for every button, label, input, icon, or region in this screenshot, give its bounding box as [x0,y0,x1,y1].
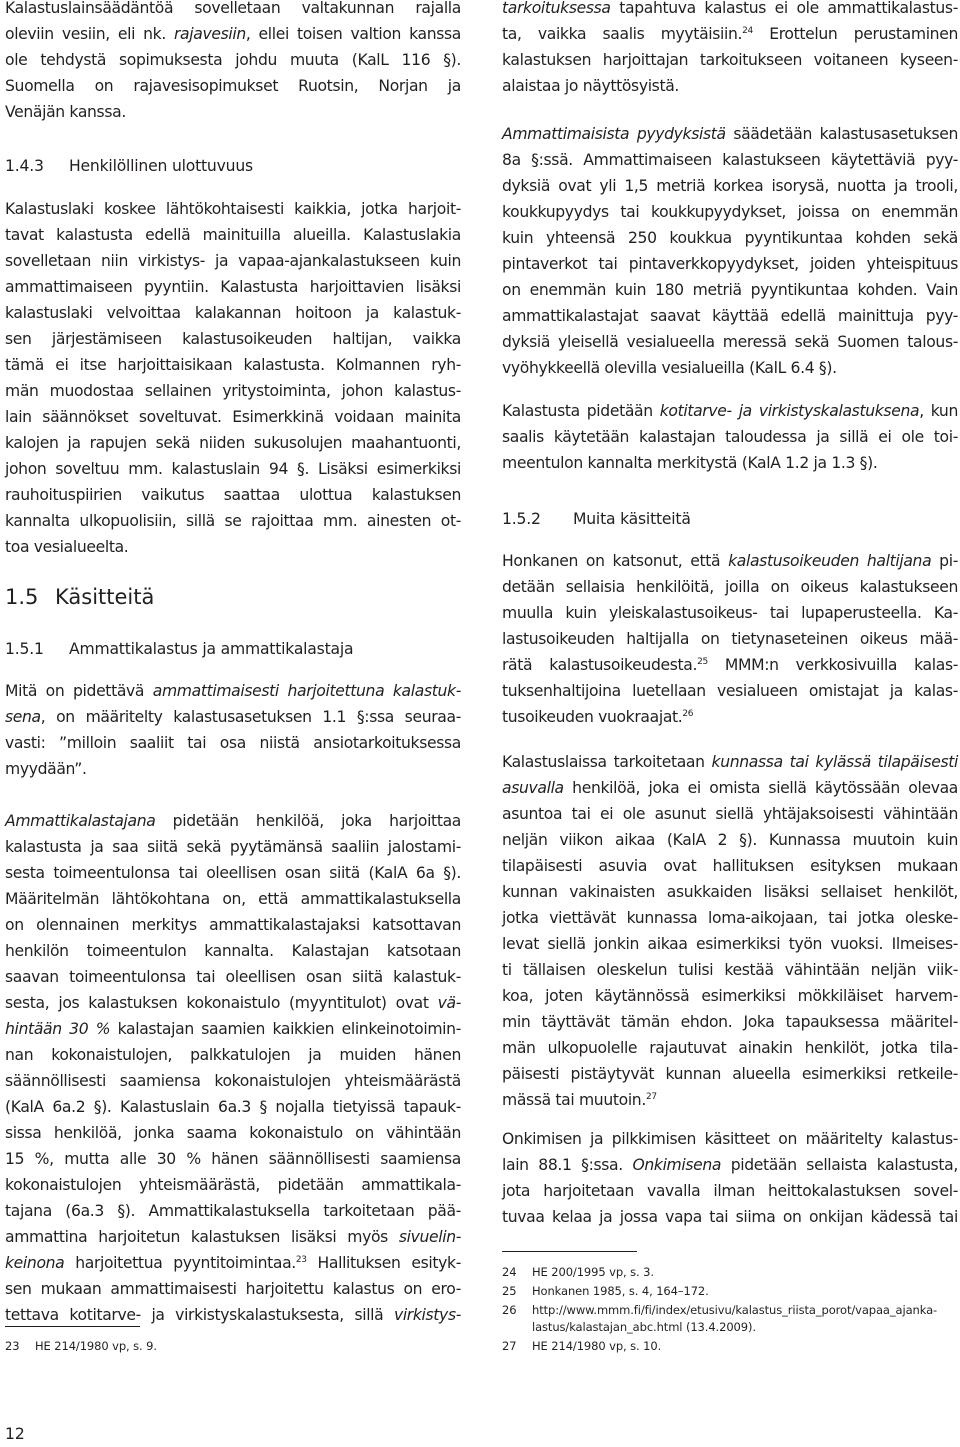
gear-paragraph [502,121,958,381]
section-number: 1.4.3 [5,157,44,175]
section-number: 1.5 [5,585,39,609]
footnote-ref: 23 [295,1255,307,1265]
continuation-paragraph [502,0,958,99]
text-line: ole tehdystä sopimuksesta johdu muuta (KalL 116 §). [5,51,461,69]
italic-term: tarkoituksessa [502,0,611,17]
footnote-divider [502,1251,637,1252]
intro-paragraph [5,0,461,125]
text-line: kannalta ulkopuolisiin, sillä se rajoittaa mm. ainesten ot- [5,512,461,530]
italic-term: Ammattikalastajana [5,812,156,830]
text-line: asuntoa tai ei ole asunut siellä yhtäjaksoisesti vähintään [502,805,958,823]
text-line: sovelletaan niin virkistys- ja vapaa-ajankalastukseen kuin [5,252,461,270]
text-line: ammattimaiseen pyyntiin. Kalastusta harjoittavien lisäksi [5,278,461,296]
text-line: asuvalla henkilöä, joka ei omista siellä käytössään olevaa [502,779,958,797]
text-line: sena, on määritelty kalastusasetuksen 1.1 §:ssa seuraa- [5,708,461,726]
scope-paragraph [5,196,461,560]
italic-term: kalastusoikeuden haltijana [728,552,932,570]
text-line: Ammattikalastajana pidetään henkilöä, joka harjoittaa [5,812,461,830]
section-heading-1-5-1 [5,636,353,662]
resident-paragraph [502,749,958,1113]
text-line: neljän viikon aikaa (KalA 2 §). Kunnassa muutoin kuin [502,831,958,849]
section-title: Ammattikalastus ja ammattikalastaja [69,640,354,658]
footnote [502,1338,661,1355]
angling-paragraph [502,1126,958,1230]
text-line: Kalastuslainsäädäntöä sovelletaan valtakunnan rajalla [5,0,461,17]
text-line: tilapäisesti asuvia ovat hallituksen esityksen mukaan [502,857,958,875]
definition-paragraph [5,678,461,782]
text-line: ta, vaikka saalis myytäisiin.$^{24}$ Erottelun perustaminen [502,25,958,43]
footnote-ref: 27 [645,1092,657,1102]
italic-term: Ammattimaisista pyydyksistä [502,125,726,143]
text-line: saavan toimeentulonsa tai oleellisen osan siitä kalastuk- [5,968,461,986]
home-use-paragraph [502,398,958,476]
text-line: keinona harjoitettua pyyntitoimintaa.$^{23}$ Hallituksen esityk- [5,1254,461,1272]
text-line: nan kokonaistulojen, palkkatulojen ja muiden hänen [5,1046,461,1064]
italic-term: sivuelin- [398,1228,461,1246]
text-line: jota harjoitetaan vavalla ilman heittokalastuksen sovel- [502,1182,958,1200]
text-line: detään sellaisia henkilöitä, joilla on oikeus kalastukseen [502,578,958,596]
text-line: ammattina harjoitetun kalastuksen lisäksi myös sivuelin- [5,1228,461,1246]
text-line: män ulkopuolelle rajautuvat ainakin henkilöt, jotka tila- [502,1039,958,1057]
text-line: Kalastuslaissa tarkoitetaan kunnassa tai kylässä tilapäisesti [502,753,958,771]
italic-term: Onkimisena [632,1156,722,1174]
text-line: alaistaa jo näyttösyistä. [502,77,680,95]
footnote-ref: 25 [697,657,708,667]
footnote-text-continuation: lastus/kalastajan_abc.html (13.4.2009). [532,1320,756,1334]
footnote-number: 24 [502,1265,517,1279]
text-line: Ammattimaisista pyydyksistä säädetään kalastusasetuksen [502,125,958,143]
text-line: kunnan vakinaisten asukkaiden lisäksi sellaiset henkilöt, [502,883,958,901]
footnote-number: 27 [502,1339,517,1353]
footnote-number: 23 [5,1339,20,1353]
text-line: mässä tai muutoin.$^{27}$ [502,1091,657,1109]
text-line: oleviin vesiin, eli nk. rajavesiin, ellei toisen valtion kanssa [5,25,461,43]
italic-term: kunnassa tai kylässä tilapäisesti [711,753,958,771]
footnote-ref: 26 [682,709,694,719]
text-line: säännöllisesti saamiensa kokonaistulojen yhteismäärästä [5,1072,461,1090]
footnote-text: HE 200/1995 vp, s. 3. [532,1265,654,1279]
text-line: Onkimisen ja pilkkimisen käsitteet on määritelty kalastus- [502,1130,958,1148]
italic-term: keinona [5,1254,65,1272]
text-line: lain säännökset soveltuvat. Esimerkkinä voidaan mainita [5,408,461,426]
italic-term: kotitarve- ja virkistyskalastuksena [659,402,920,420]
text-line: tavat kalastusta edellä mainituilla alueilla. Kalastuslakia [5,226,461,244]
footnote-number: 26 [502,1303,517,1317]
italic-term: virkistys- [393,1306,461,1324]
text-line: Venäjän kanssa. [5,103,126,121]
text-line: kalastuksen harjoittajan tarkoitukseen voitaneen kyseen- [502,51,958,69]
section-title: Muita käsitteitä [573,510,691,528]
text-line: myydään”. [5,760,87,778]
text-line: henkilön toimeentulon kannalta. Kalastajan katsotaan [5,942,461,960]
text-line: 8a §:ssä. Ammattimaiseen kalastukseen käytettäviä pyy- [502,151,958,169]
text-line: ammattikalastajat saavat käyttää edellä mainittuja pyy- [502,307,958,325]
text-line: tettava kotitarve- ja virkistyskalastuksesta, sillä virkistys- [5,1306,461,1324]
footnote [5,1338,157,1355]
text-line: Kalastusta pidetään kotitarve- ja virkistyskalastuksena, kun [502,402,958,420]
text-line: kalojen ja rapujen sekä niiden sukusolujen maahantuonti, [5,434,461,452]
text-line: muulla kuin yleiskalastusoikeus- tai lupaperusteella. Ka- [502,604,958,622]
footnote-divider [5,1326,140,1327]
text-line: dyksiä yleisellä vesialueella meressä sekä Suomen talous- [502,333,958,351]
section-heading-1-4-3 [5,153,253,179]
text-line: johon soveltuu mm. kalastuslain 94 §. Lisäksi esimerkiksi [5,460,461,478]
text-line: tarkoituksessa tapahtuva kalastus ei ole ammattikalastus- [502,0,958,17]
text-line: tämä ei itse harjoittaisikaan kalastusta. Kolmannen ryh- [5,356,461,374]
italic-term: ammattimaisesti harjoitettuna kalastuk- [152,682,461,700]
text-line: tuksenhaltijoina luetellaan vesialueen omistajat ja kalas- [502,682,958,700]
footnote-text: HE 214/1980 vp, s. 9. [35,1339,157,1353]
italic-term: hintään 30 % [5,1020,111,1038]
text-line: sesta, jos kalastuksen kokonaistulo (myyntitulot) ovat vä- [5,994,461,1012]
text-line: Kalastuslaki koskee lähtökohtaisesti kaikkia, jotka harjoit- [5,200,461,218]
text-line: Honkanen on katsonut, että kalastusoikeuden haltijana pi- [502,552,958,570]
section-heading-1-5 [5,582,154,612]
section-number: 1.5.1 [5,640,44,658]
text-line: lain 88.1 §:ssa. Onkimisena pidetään sellaista kalastusta, [502,1156,958,1174]
section-heading-1-5-2 [502,506,691,532]
text-line: Suomella on rajavesisopimukset Ruotsin, Norjan ja [5,77,461,95]
text-line: kuin yhteensä 250 koukkua pyyntikuntaa kohden sekä [502,229,958,247]
footnote-text: http://www.mmm.fi/fi/index/etusivu/kalastus_riista_porot/vapaa_ajanka- [532,1303,938,1317]
text-line: 15 %, mutta alle 30 % hänen säännöllisesti saamiensa [5,1150,461,1168]
page-number: 12 [5,1425,25,1443]
text-line: päisesti pistäytyvät kunnan alueella esimerkiksi retkeile- [502,1065,958,1083]
italic-term: sena [5,708,41,726]
italic-term: rajavesiin [174,25,246,43]
footnote [502,1264,654,1281]
text-line: koa, joten käytännössä esimerkiksi mökkiläiset harvem- [502,987,958,1005]
text-line: sen mukaan ammattimaisesti harjoitettu kalastus on ero- [5,1280,461,1298]
text-line: koukkupyydys tai koukkupyydykset, joissa on enemmän [502,203,958,221]
text-line: lastusoikeuden haltijalla on tietynaseteinen oikeus mää- [502,630,958,648]
rights-holder-paragraph [502,548,958,730]
text-line: (KalA 6a.2 §). Kalastuslain 6a.3 § nojalla tietyissä tapauk- [5,1098,461,1116]
text-line: vasti: ”milloin saaliit tai osa niistä ansiotarkoituksessa [5,734,461,752]
section-number: 1.5.2 [502,510,541,528]
text-line: kalastuslaki velvoittaa kalakannan hoitoon ja kalastuk- [5,304,461,322]
text-line: sen järjestämiseen kalastusoikeuden haltijan, vaikka [5,330,461,348]
text-line: tusoikeuden vuokraajat.$^{26}$ [502,708,694,726]
text-line: on olennainen merkitys ammattikalastajaksi katsottavan [5,916,461,934]
footnote-number: 25 [502,1284,517,1298]
text-line: meentulon kannalta merkitystä (KalA 1.2 ja 1.3 §). [502,454,878,472]
text-line: tuvaa kelaa ja jossa vapa tai siima on onkijan kädessä tai [502,1208,958,1226]
footnote-ref: 24 [742,26,753,36]
text-line: kokonaistulojen yhteismäärästä, pidetään ammattikala- [5,1176,461,1194]
text-line: toa vesialueelta. [5,538,129,556]
section-title: Henkilöllinen ulottuvuus [69,157,253,175]
text-line: hintään 30 % kalastajan saamien kaikkien elinkeinotoimin- [5,1020,461,1038]
text-line: vyöhykkeellä olevilla vesialueilla (KalL 6.4 §). [502,359,837,377]
italic-term: vä- [437,994,461,1012]
text-line: levat siellä jonkin aikaa esimerkiksi työn vuoksi. Ilmeises- [502,935,958,953]
text-line: män muodostaa sellainen yritystoiminta, johon kalastus- [5,382,461,400]
text-line: Määritelmän lähtökohtana on, että ammattikalastuksella [5,890,461,908]
text-line: kalastusta ja saa siitä sekä pyytämänsä saaliin jalostami- [5,838,461,856]
text-line: ti tällaisen oleskelun tulisi kestää vähintään neljän viik- [502,961,958,979]
footnote [502,1302,937,1336]
text-line: on enemmän kuin 180 metriä pyyntikuntaa kohden. Vain [502,281,958,299]
text-line: jotka viettävät kunnassa loma-aikojaan, tai jotka oleske- [502,909,958,927]
footnote [502,1283,709,1300]
text-line: pintaverkot tai pintaverkkopyydykset, joiden yhteispituus [502,255,958,273]
text-line: Mitä on pidettävä ammattimaisesti harjoitettuna kalastuk- [5,682,461,700]
text-line: rauhoituspiirien vaikutus saattaa ulottua kalastuksen [5,486,461,504]
text-line: tajana (6a.3 §). Ammattikalastuksella tarkoitetaan pää- [5,1202,461,1220]
text-line: dyksiä ovat yli 1,5 metriä korkea isorysä, nuotta ja trooli, [502,177,958,195]
text-line: saalis käytetään kalastajan taloudessa ja sillä ei ole toi- [502,428,958,446]
text-line: sesta toimeentulonsa tai oleellisen osan siitä (KalA 6a §). [5,864,461,882]
text-line: sissa henkilöä, jonka saama kokonaistulo on vähintään [5,1124,461,1142]
italic-term: asuvalla [502,779,564,797]
footnote-text: HE 214/1980 vp, s. 10. [532,1339,662,1353]
footnote-text: Honkanen 1985, s. 4, 164–172. [532,1284,709,1298]
professional-paragraph [5,808,461,1328]
text-line: min täyttävät tämän ehdon. Joka tapauksessa määritel- [502,1013,958,1031]
text-line: rätä kalastusoikeudesta.$^{25}$ MMM:n verkkosivuilla kalas- [502,656,958,674]
section-title: Käsitteitä [55,585,155,609]
